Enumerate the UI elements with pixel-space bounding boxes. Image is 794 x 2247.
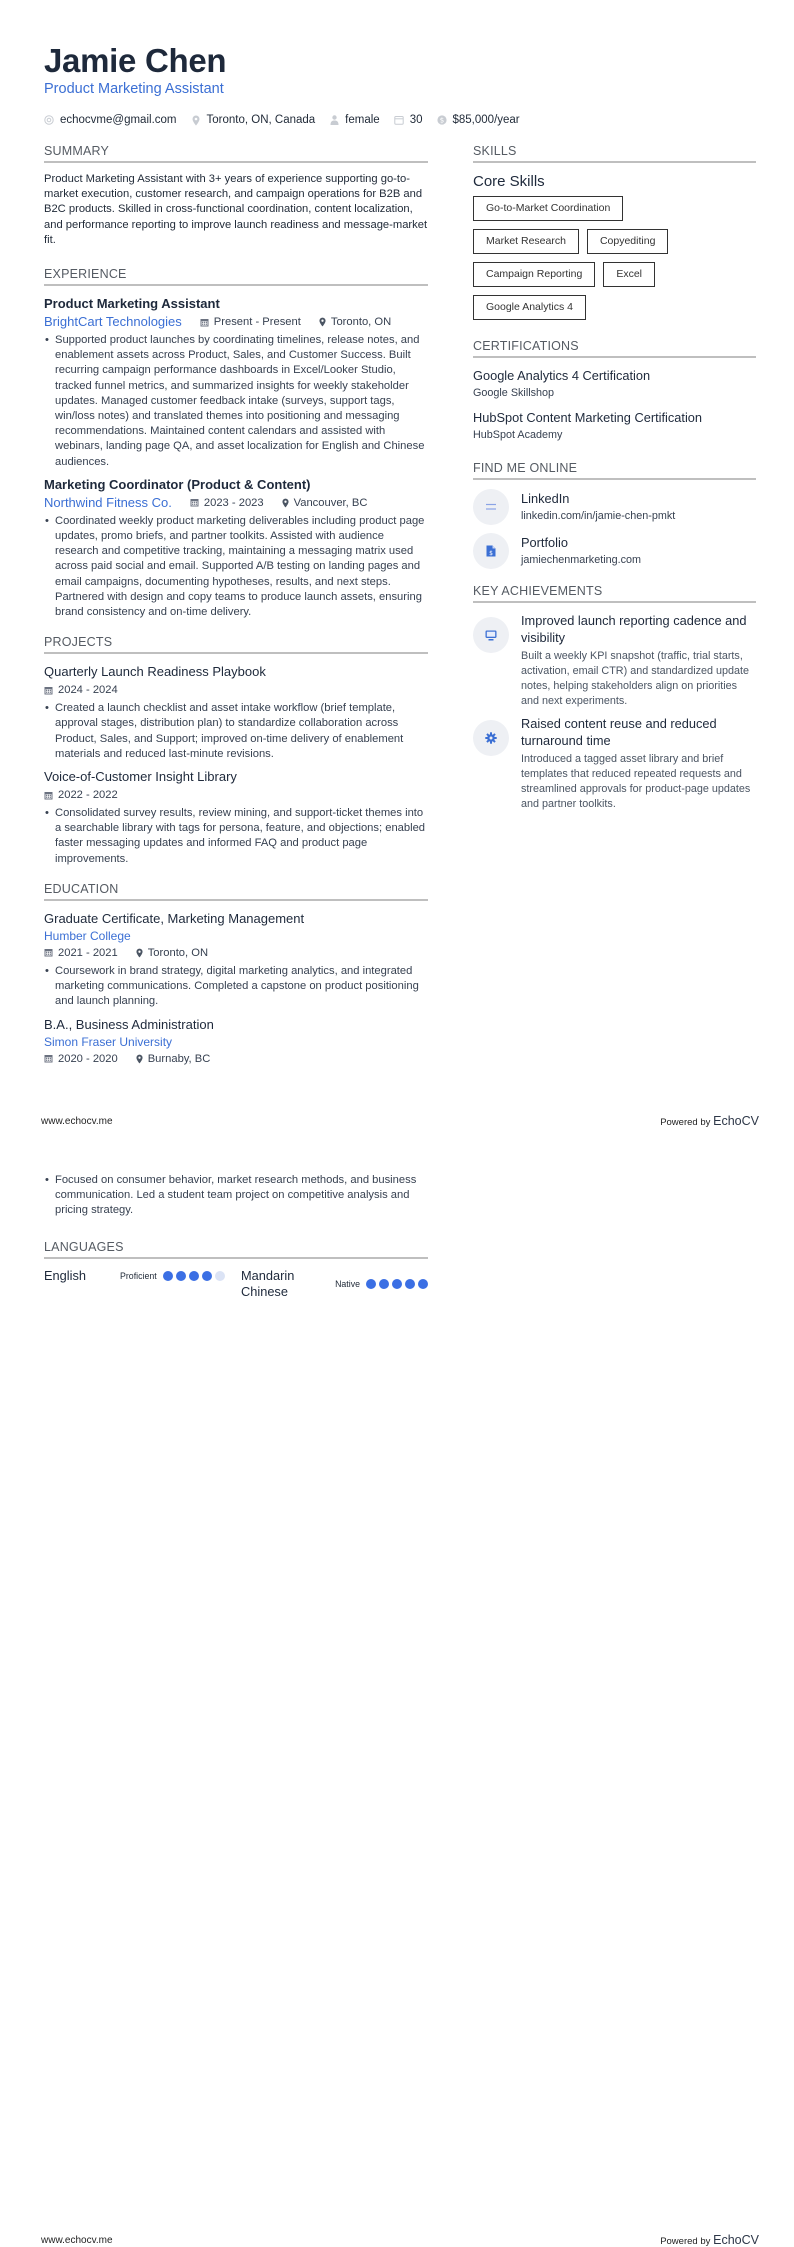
footer-powered: Powered by EchoCV (660, 1114, 759, 1128)
certification-item (473, 367, 756, 402)
calendar-icon (394, 115, 404, 125)
education-bullet: • Focused on consumer behavior, market research methods, and business communication. Led a student team project on competitive analysis and pricing strategy. (45, 1174, 417, 1217)
section-title-projects: PROJECTS (44, 634, 428, 654)
section-title-skills: SKILLS (473, 143, 756, 163)
project-entry (44, 663, 428, 762)
contact-age (394, 114, 423, 126)
achievement-desc: Introduced a tagged asset library and brief templates that reduced repeated requests and streamlined approvals for product-page updates and partner toolkits. (521, 753, 751, 810)
left-column-continued (44, 1171, 428, 1300)
achievement-title: Improved launch reporting cadence and visibility (521, 613, 747, 645)
project-dates: 2024 - 2024 (44, 681, 118, 699)
contact-row (44, 114, 534, 126)
project-bullet: • Consolidated survey results, review mining, and support-ticket themes into a searchable library with tags for persona, feature, and objections; enabled faster messaging updates and informed FAQ and product page improvements. (45, 807, 426, 865)
languages-row (44, 1268, 428, 1300)
skill-chip: Excel (603, 262, 655, 287)
education-school: Simon Fraser University (44, 1034, 173, 1049)
section-title-online: FIND ME ONLINE (473, 460, 756, 480)
language-item-mandarin (241, 1268, 428, 1300)
certifications-section (473, 338, 756, 444)
certification-name: HubSpot Content Marketing Certification (473, 410, 703, 425)
footer-site-link[interactable]: www.echocv.me (41, 1115, 113, 1127)
education-dates: 2021 - 2021 (44, 944, 118, 962)
monitor-icon (473, 617, 509, 653)
summary-section (44, 143, 428, 248)
project-dates: 2022 - 2022 (44, 786, 118, 804)
education-meta (44, 1050, 428, 1068)
calendar-icon (44, 948, 53, 957)
project-meta (44, 786, 428, 804)
projects-section (44, 634, 428, 867)
certification-org: HubSpot Academy (473, 429, 563, 441)
online-label: LinkedIn (521, 491, 570, 506)
job-meta (44, 494, 428, 512)
skill-chips (473, 196, 756, 328)
skill-chip: Go-to-Market Coordination (473, 196, 623, 221)
contact-location-value: Toronto, ON, Canada (206, 114, 316, 126)
section-title-languages: LANGUAGES (44, 1239, 428, 1259)
language-rating-dots (163, 1271, 228, 1281)
left-column (44, 143, 428, 1074)
linkedin-icon (473, 489, 509, 525)
online-portfolio[interactable] (473, 533, 756, 569)
map-pin-icon (282, 498, 289, 508)
person-icon (329, 115, 339, 125)
calendar-icon (44, 686, 53, 695)
at-icon (44, 115, 54, 125)
education-bullet: • Coursework in brand strategy, digital marketing analytics, and integrated marketing communications. Completed a capstone on product positioning and launch planning. (45, 964, 419, 1008)
summary-text: Product Marketing Assistant with 3+ years of experience supporting go-to-market execution, customer research, and campaign operations for B2B and B2C products. Skilled in cross-functional coordination, content localization, and performance reporting to improve launch readiness and message-market fit. (44, 173, 428, 246)
education-school: Humber College (44, 928, 131, 943)
contact-gender-value: female (345, 114, 380, 126)
right-column (473, 143, 756, 818)
gear-icon (473, 720, 509, 756)
contact-email-value: echocvme@gmail.com (60, 114, 177, 126)
education-meta (44, 944, 428, 962)
achievement-title: Raised content reuse and reduced turnaround time (521, 716, 717, 748)
section-title-certifications: CERTIFICATIONS (473, 338, 756, 358)
certification-item (473, 409, 756, 444)
section-title-summary: SUMMARY (44, 143, 428, 163)
job-role: Product Marketing Assistant (44, 296, 220, 312)
job-bullet: • Supported product launches by coordinating timelines, release notes, and enablement assets across Product, Sales, and Customer Success. Built recurring campaign performance dashboards in Excel/Looker Studio, tracked funnel metrics, and summarized insights for weekly stakeholder updates. Managed customer feedback intake (surveys, support tags, win/loss notes) and translated themes into positioning and messaging recommendations. Maintained content calendars and assisted with webinars, landing page QA, and asset localization for English and Chinese audiences. (45, 334, 425, 468)
skill-chip: Google Analytics 4 (473, 295, 586, 320)
svg-text:$: $ (439, 116, 444, 125)
resume-page-2 (0, 1123, 794, 2246)
online-link[interactable]: jamiechenmarketing.com (521, 554, 642, 566)
job-company: Northwind Fitness Co. (44, 494, 172, 510)
map-pin-icon (191, 115, 201, 125)
language-rating-dots (366, 1279, 428, 1289)
calendar-icon (44, 791, 53, 800)
contact-salary-value: $85,000/year (452, 114, 520, 126)
project-bullet: • Created a launch checklist and asset intake workflow (brief template, approval stages, distribution plan) to standardize collaboration across Product, Sales, and Support; improved on-time delivery of enablement materials and reduced last-minute revisions. (45, 702, 404, 760)
education-degree: B.A., Business Administration (44, 1016, 214, 1032)
language-name: Mandarin Chinese (241, 1267, 295, 1299)
job-bullet: • Coordinated weekly product marketing deliverables including product page updates, promo briefs, and partner toolkits. Assisted with audience research and competitive tracking, maintaining a messaging matrix used across paid social and email. Supported A/B testing on landing pages and email campaigns, documenting hypotheses, results, and next steps. Partnered with design and copy teams to produce launch assets, ensuring brand consistency and on-time delivery. (45, 514, 425, 619)
dollar-icon (437, 115, 447, 125)
education-dates: 2020 - 2020 (44, 1050, 118, 1068)
candidate-title: Product Marketing Assistant (44, 81, 224, 97)
experience-entry (44, 476, 428, 620)
footer-powered: Powered by EchoCV (660, 2233, 759, 2247)
education-location: Burnaby, BC (136, 1050, 211, 1068)
job-location: Vancouver, BC (282, 494, 368, 512)
experience-entry (44, 295, 428, 470)
portfolio-file-icon (473, 533, 509, 569)
calendar-icon (190, 498, 199, 507)
achievement-item (473, 612, 756, 709)
language-level: Proficient (120, 1270, 157, 1281)
contact-salary (437, 114, 520, 126)
language-item-english (44, 1268, 241, 1284)
experience-section (44, 266, 428, 620)
online-link[interactable]: linkedin.com/in/jamie-chen-pmkt (521, 510, 676, 522)
map-pin-icon (136, 948, 143, 958)
education-degree: Graduate Certificate, Marketing Management (44, 910, 305, 926)
project-name: Voice-of-Customer Insight Library (44, 769, 237, 785)
online-linkedin[interactable] (473, 489, 756, 525)
skills-group-title: Core Skills (473, 173, 545, 190)
map-pin-icon (319, 317, 326, 327)
achievements-section (473, 583, 756, 812)
resume-header (44, 42, 534, 126)
education-entry (44, 1016, 428, 1068)
map-pin-icon (136, 1054, 143, 1064)
section-title-experience: EXPERIENCE (44, 266, 428, 286)
education-section (44, 881, 428, 1068)
section-title-achievements: KEY ACHIEVEMENTS (473, 583, 756, 603)
project-entry (44, 768, 428, 867)
project-meta (44, 681, 428, 699)
footer-brand: EchoCV (713, 1114, 759, 1128)
contact-location (191, 114, 316, 126)
achievement-desc: Built a weekly KPI snapshot (traffic, trial starts, activation, email CTR) and standardized update notes, helping stakeholders align on priorities and next experiments. (521, 650, 750, 707)
project-name: Quarterly Launch Readiness Playbook (44, 664, 266, 680)
language-level: Native (335, 1278, 360, 1289)
education-location: Toronto, ON (136, 944, 208, 962)
skill-chip: Campaign Reporting (473, 262, 595, 287)
contact-gender (329, 114, 380, 126)
skills-section (473, 143, 756, 328)
job-dates: 2023 - 2023 (190, 494, 264, 512)
calendar-icon (44, 1054, 53, 1063)
page-footer (41, 2233, 759, 2247)
online-label: Portfolio (521, 535, 568, 550)
job-dates: Present - Present (200, 313, 301, 331)
language-name: English (44, 1267, 86, 1283)
languages-section (44, 1239, 428, 1300)
online-section (473, 460, 756, 569)
footer-site-link[interactable]: www.echocv.me (41, 2234, 113, 2246)
footer-brand: EchoCV (713, 2233, 759, 2247)
certification-name: Google Analytics 4 Certification (473, 368, 651, 383)
calendar-icon (200, 318, 209, 327)
achievement-item (473, 715, 756, 812)
skill-chip: Market Research (473, 229, 579, 254)
job-role: Marketing Coordinator (Product & Content) (44, 476, 311, 492)
candidate-name: Jamie Chen (44, 42, 227, 79)
svg-text:$: $ (489, 550, 493, 557)
skill-chip: Copyediting (587, 229, 668, 254)
education-entry (44, 910, 428, 1010)
section-title-education: EDUCATION (44, 881, 428, 901)
job-company: BrightCart Technologies (44, 314, 182, 330)
contact-age-value: 30 (409, 114, 423, 126)
certification-org: Google Skillshop (473, 387, 555, 399)
job-location: Toronto, ON (319, 313, 391, 331)
contact-email[interactable] (44, 114, 177, 126)
job-meta (44, 313, 428, 331)
